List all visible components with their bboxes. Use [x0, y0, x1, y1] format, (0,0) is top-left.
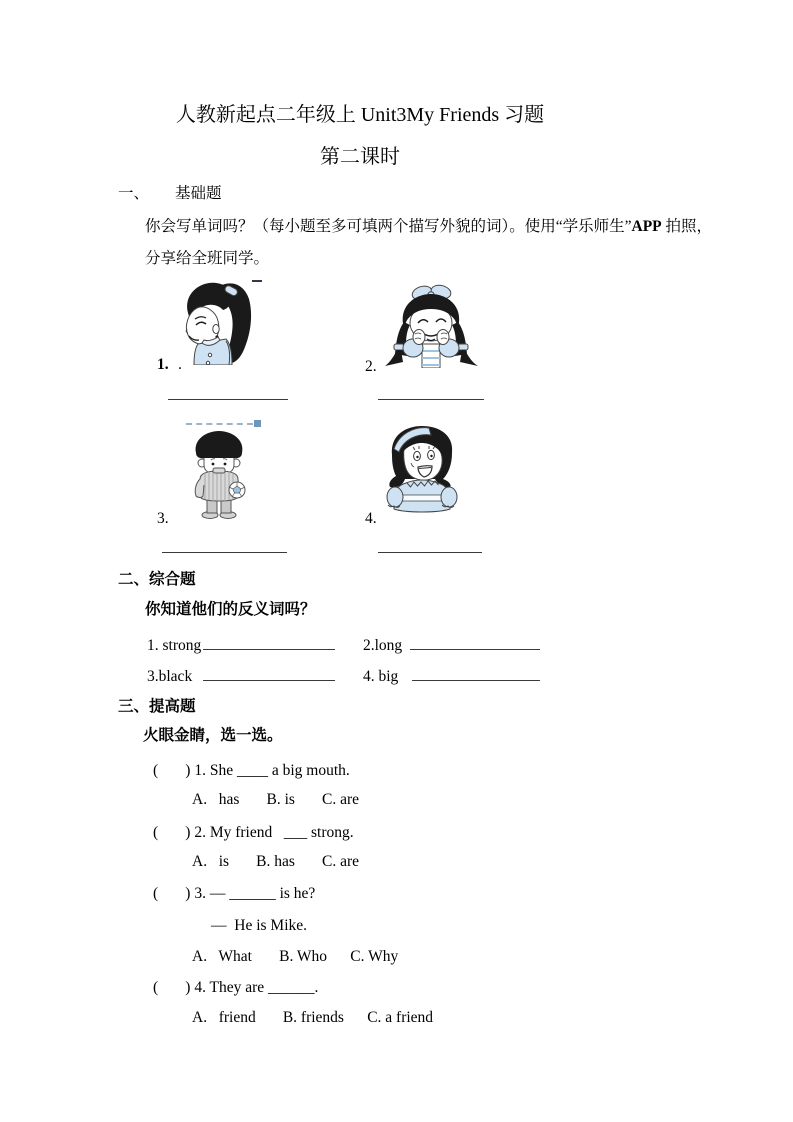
selection-resize-handle[interactable] — [254, 420, 261, 427]
section-1-number: 一、 — [118, 185, 150, 202]
antonym-word-4: 4. big — [363, 668, 399, 685]
antonym-word-1: 1. strong — [147, 637, 202, 654]
antonym-blank-1 — [203, 636, 335, 650]
girl-headband-image — [380, 421, 464, 515]
girl-pigtails-image — [385, 282, 478, 368]
page-title: 人教新起点二年级上 Unit3My Friends 习题 — [175, 104, 545, 126]
question-3-choices: A. What B. Who C. Why — [192, 948, 399, 965]
antonym-blank-2 — [410, 636, 540, 650]
page-subtitle: 第二课时 — [320, 146, 400, 168]
picture-2-label: 2. — [365, 358, 377, 375]
picture-1-label: 1. — [157, 356, 169, 373]
app-label: APP — [631, 218, 662, 235]
section-3-prompt: 火眼金睛，选一选。 — [143, 727, 283, 744]
boy-holding-ball-image — [188, 427, 250, 519]
question-2-choices: A. is B. has C. are — [192, 853, 360, 870]
antonym-blank-4 — [412, 667, 540, 681]
answer-blank-3 — [162, 539, 287, 553]
section-1-intro-line-1: 你会写单词吗？（每小题至多可填两个描写外貌的词）。使用“学乐师生”APP 拍照， — [145, 218, 713, 235]
answer-blank-2 — [378, 386, 484, 400]
question-3-answer-line: — He is Mike. — [211, 917, 308, 934]
question-3-stem: ( ) 3. — ______ is he? — [153, 885, 316, 902]
question-1-stem: ( ) 1. She ____ a big mouth. — [153, 762, 350, 779]
section-2-heading: 二、综合题 — [118, 571, 196, 588]
stray-dot: . — [178, 356, 182, 373]
antonym-blank-3 — [203, 667, 335, 681]
picture-3-label: 3. — [157, 510, 169, 527]
section-2-prompt: 你知道他们的反义词吗？ — [145, 601, 316, 618]
section-1-heading: 基础题 — [175, 185, 222, 202]
antonym-word-3: 3.black — [147, 668, 193, 685]
question-1-choices: A. has B. is C. are — [192, 791, 360, 808]
picture-4-label: 4. — [365, 510, 377, 527]
question-4-stem: ( ) 4. They are ______. — [153, 979, 319, 996]
selection-dashed-border — [186, 423, 253, 425]
answer-blank-4 — [378, 539, 482, 553]
antonym-word-2: 2.long — [363, 637, 403, 654]
question-4-choices: A. friend B. friends C. a friend — [192, 1009, 434, 1026]
girl-ponytail-image — [172, 277, 264, 365]
answer-blank-1 — [168, 386, 288, 400]
question-2-stem: ( ) 2. My friend ___ strong. — [153, 824, 354, 841]
section-1-intro-line-2: 分享给全班同学。 — [145, 250, 270, 267]
section-3-heading: 三、提高题 — [118, 698, 196, 715]
